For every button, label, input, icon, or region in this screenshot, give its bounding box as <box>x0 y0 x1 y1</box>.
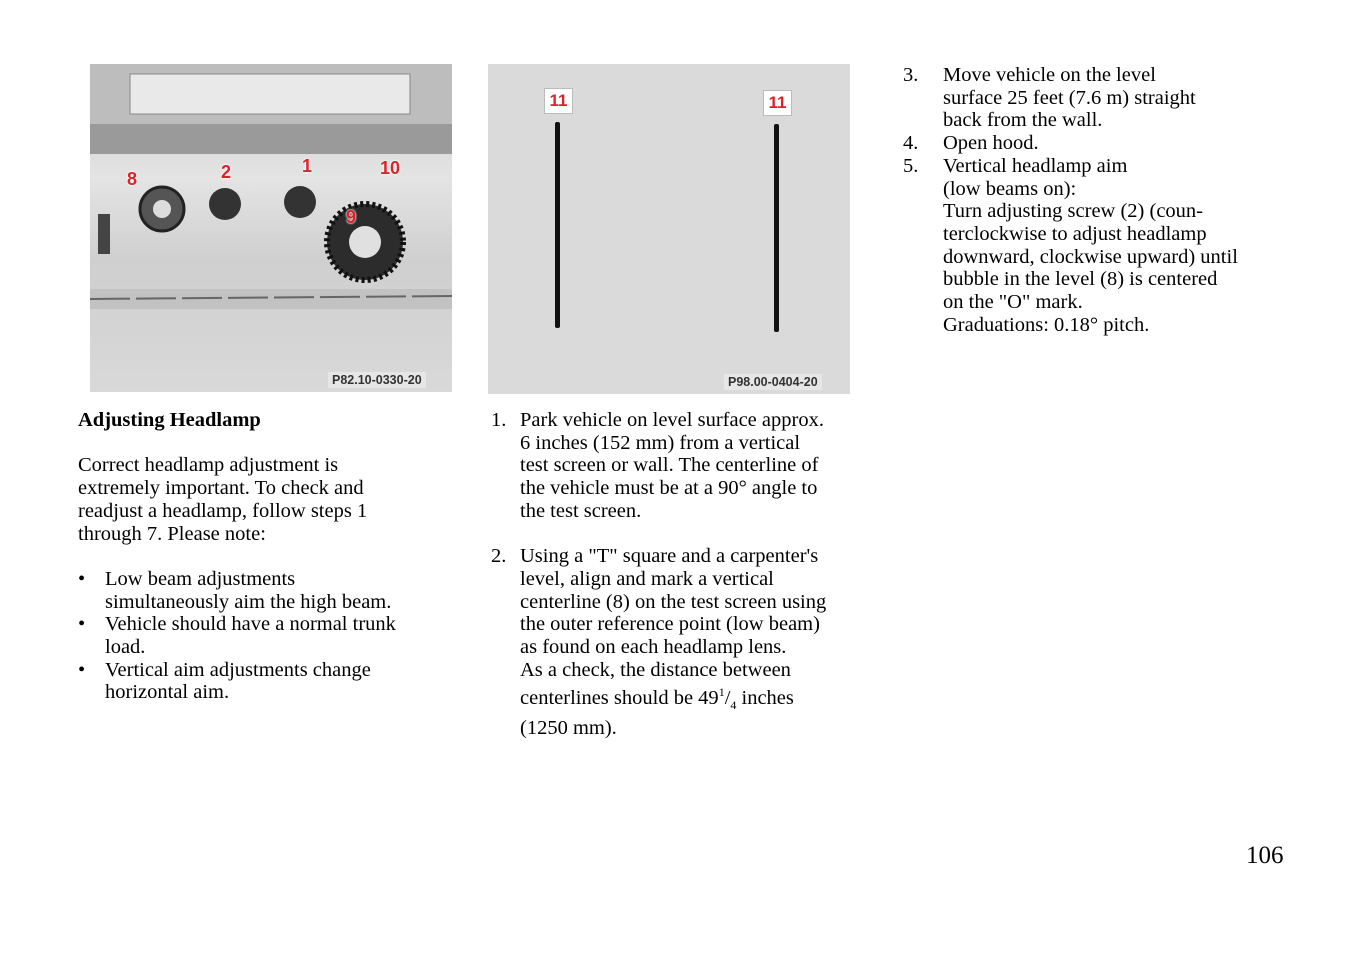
step-number: 1. <box>491 409 507 431</box>
page-number: 106 <box>1246 842 1284 869</box>
text-line: horizontal aim. <box>105 681 230 704</box>
text-line: terclockwise to adjust headlamp <box>943 222 1207 245</box>
headlamp-adjuster-photo <box>90 64 452 392</box>
bullet: • <box>78 658 86 681</box>
column-3 <box>903 64 1283 336</box>
text-line: Correct headlamp adjustment is <box>78 454 339 477</box>
text-line: Vertical headlamp aim <box>943 154 1128 177</box>
text-fragment: centerlines should be 49 <box>520 687 719 710</box>
text-line: Low beam adjustments <box>105 567 296 590</box>
bullet: • <box>78 567 86 590</box>
text-line: the vehicle must be at a 90° angle to <box>520 477 818 500</box>
callout-10: 10 <box>380 158 401 178</box>
test-screen-diagram <box>488 64 850 394</box>
column-1 <box>78 409 448 704</box>
text-line: readjust a headlamp, follow steps 1 <box>78 499 368 522</box>
text-line: Vehicle should have a normal trunk <box>105 613 396 636</box>
centerline-label-right: 11 <box>763 90 792 116</box>
text-line: level, align and mark a vertical <box>520 567 774 590</box>
text-fragment: inches <box>736 687 794 710</box>
step-number: 4. <box>903 132 919 155</box>
text-line: centerline (8) on the test screen using <box>520 590 827 613</box>
centerline-right <box>774 124 779 332</box>
intro-paragraph <box>78 454 448 545</box>
text-line: bubble in the level (8) is centered <box>943 268 1218 291</box>
figure-code: P82.10-0330-20 <box>328 372 426 388</box>
callout-8: 8 <box>127 169 138 189</box>
bullet: • <box>78 613 86 636</box>
text-line: load. <box>105 636 146 658</box>
step-5 <box>903 155 1283 337</box>
step-2 <box>491 545 871 740</box>
text-line: the test screen. <box>520 499 642 522</box>
list-item <box>78 659 448 704</box>
callout-9: 9 <box>346 207 357 227</box>
figure-code: P98.00-0404-20 <box>724 374 822 390</box>
text-line: downward, clockwise upward) until <box>943 245 1238 268</box>
text-line: Open hood. <box>943 132 1039 155</box>
headlamp-adjuster-drawing <box>90 64 452 392</box>
step-number: 3. <box>903 64 919 86</box>
text-line: Graduations: 0.18° pitch. <box>943 313 1150 336</box>
text-line: Using a "T" square and a carpenter's <box>520 545 819 568</box>
text-line: test screen or wall. The centerline of <box>520 454 819 477</box>
text-line: Park vehicle on level surface approx. <box>520 409 824 431</box>
centerline-label-left: 11 <box>544 88 573 114</box>
distance-line <box>520 681 871 717</box>
text-line: Turn adjusting screw (2) (coun- <box>943 200 1204 223</box>
fraction-denominator: 4 <box>730 698 737 713</box>
text-line: 6 inches (152 mm) from a vertical <box>520 431 801 454</box>
column-2 <box>491 409 871 740</box>
text-line: (1250 mm). <box>520 717 617 740</box>
text-line: on the "O" mark. <box>943 291 1083 314</box>
callout-1: 1 <box>302 156 313 176</box>
text-line: as found on each headlamp lens. <box>520 636 787 659</box>
text-line: As a check, the distance between <box>520 658 791 681</box>
text-line: back from the wall. <box>943 109 1103 132</box>
section-heading: Adjusting Headlamp <box>78 409 261 431</box>
notes-list <box>78 568 448 704</box>
callout-2: 2 <box>221 162 232 182</box>
step-number: 2. <box>491 545 507 568</box>
text-line: surface 25 feet (7.6 m) straight <box>943 86 1196 109</box>
step-3 <box>903 64 1283 132</box>
centerline-left <box>555 122 560 328</box>
list-item <box>78 613 448 658</box>
fraction-slash: / <box>724 687 731 710</box>
text-line: the outer reference point (low beam) <box>520 613 820 636</box>
step-4 <box>903 132 1283 155</box>
text-line: extremely important. To check and <box>78 477 364 500</box>
text-line: (low beams on): <box>943 177 1077 200</box>
text-line: Move vehicle on the level <box>943 64 1156 86</box>
step-1 <box>491 409 871 523</box>
list-item <box>78 568 448 613</box>
text-line: simultaneously aim the high beam. <box>105 590 392 613</box>
text-line: through 7. Please note: <box>78 522 266 545</box>
fraction-numerator: 1 <box>718 685 725 700</box>
text-line: Vertical aim adjustments change <box>105 658 371 681</box>
step-number: 5. <box>903 154 919 177</box>
